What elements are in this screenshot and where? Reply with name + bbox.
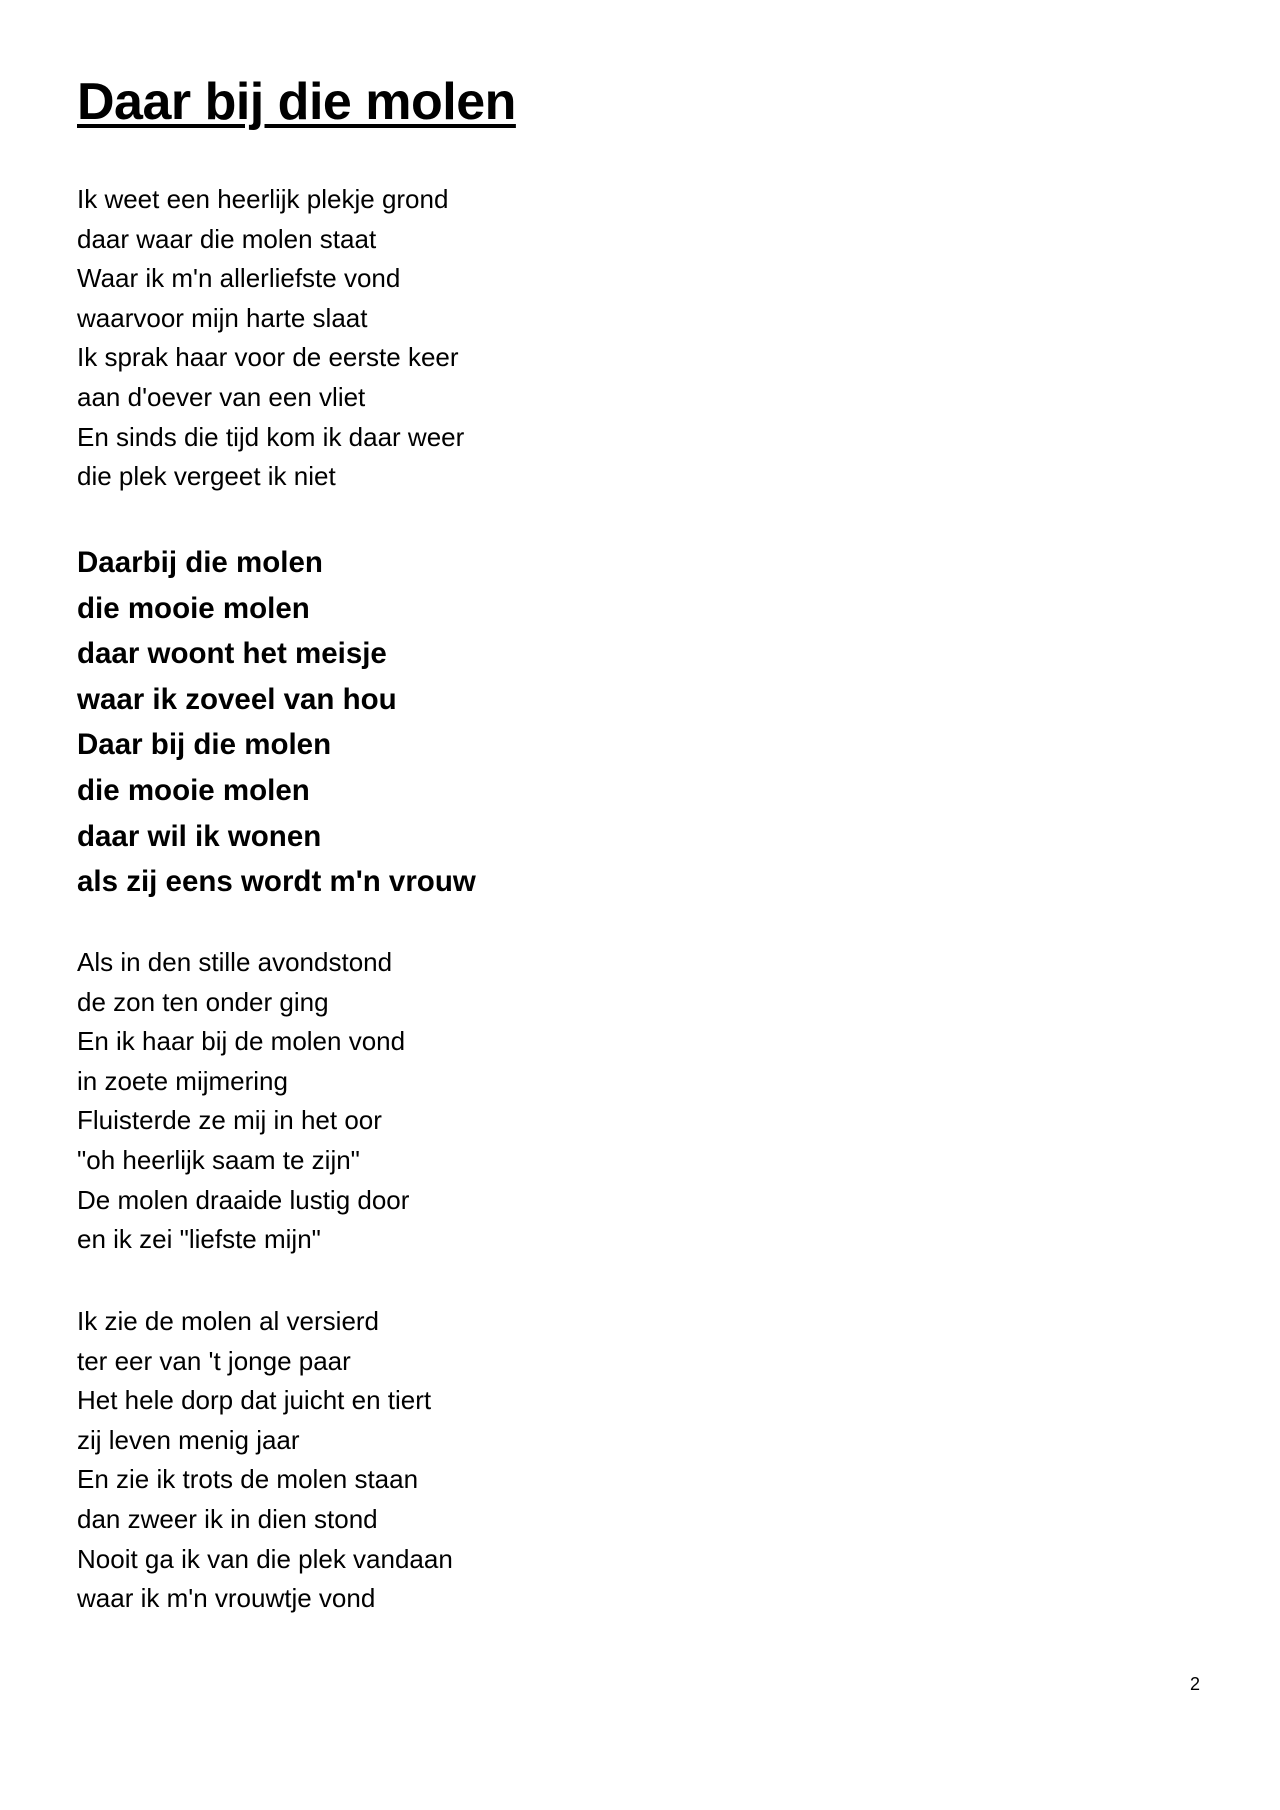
page-number: 2	[1190, 1674, 1201, 1694]
lyric-line: Ik zie de molen al versierd	[77, 1306, 380, 1336]
lyric-line: Ik sprak haar voor de eerste keer	[77, 342, 459, 373]
chorus	[77, 540, 476, 905]
chorus-line: waar ik zoveel van hou	[77, 682, 397, 716]
lyric-line: Ik weet een heerlijk plekje grond	[77, 184, 449, 214]
lyric-line: waarvoor mijn harte slaat	[77, 302, 368, 333]
lyric-line: En sinds die tijd kom ik daar weer	[77, 421, 465, 452]
lyric-line: En ik haar bij de molen vond	[77, 1026, 406, 1057]
verse-3	[77, 1302, 453, 1619]
lyric-line: Fluisterde ze mij in het oor	[77, 1105, 382, 1136]
song-title: Daar bij die molen	[77, 73, 516, 131]
chorus-line: die mooie molen	[77, 773, 310, 807]
lyric-line: dan zweer ik in dien stond	[77, 1503, 378, 1534]
chorus-line: Daar bij die molen	[77, 728, 332, 762]
lyric-line: en ik zei "liefste mijn"	[77, 1224, 321, 1255]
lyric-line: in zoete mijmering	[77, 1065, 288, 1096]
chorus-line: als zij eens wordt m'n vrouw	[77, 865, 476, 899]
verse-1	[77, 180, 464, 497]
lyric-line: En zie ik trots de molen staan	[77, 1464, 419, 1495]
verse-2	[77, 943, 409, 1260]
lyric-line: De molen draaide lustig door	[77, 1184, 410, 1215]
lyric-line: Het hele dorp dat juicht en tiert	[77, 1385, 432, 1416]
lyric-line: Nooit ga ik van die plek vandaan	[77, 1543, 453, 1574]
lyric-line: zij leven menig jaar	[77, 1424, 300, 1455]
lyric-line: waar ik m'n vrouwtje vond	[77, 1583, 376, 1614]
lyric-line: "oh heerlijk saam te zijn"	[77, 1144, 360, 1175]
lyric-line: de zon ten onder ging	[77, 986, 329, 1017]
lyric-line: die plek vergeet ik niet	[77, 461, 336, 492]
lyric-line: aan d'oever van een vliet	[77, 381, 366, 412]
chorus-line: daar woont het meisje	[77, 637, 387, 671]
lyric-line: ter eer van 't jonge paar	[77, 1345, 351, 1376]
chorus-line: die mooie molen	[77, 591, 310, 625]
lyric-line: Als in den stille avondstond	[77, 947, 393, 977]
lyric-line: Waar ik m'n allerliefste vond	[77, 263, 401, 294]
chorus-line: Daarbij die molen	[77, 546, 323, 579]
chorus-line: daar wil ik wonen	[77, 819, 322, 853]
lyric-line: daar waar die molen staat	[77, 223, 377, 254]
